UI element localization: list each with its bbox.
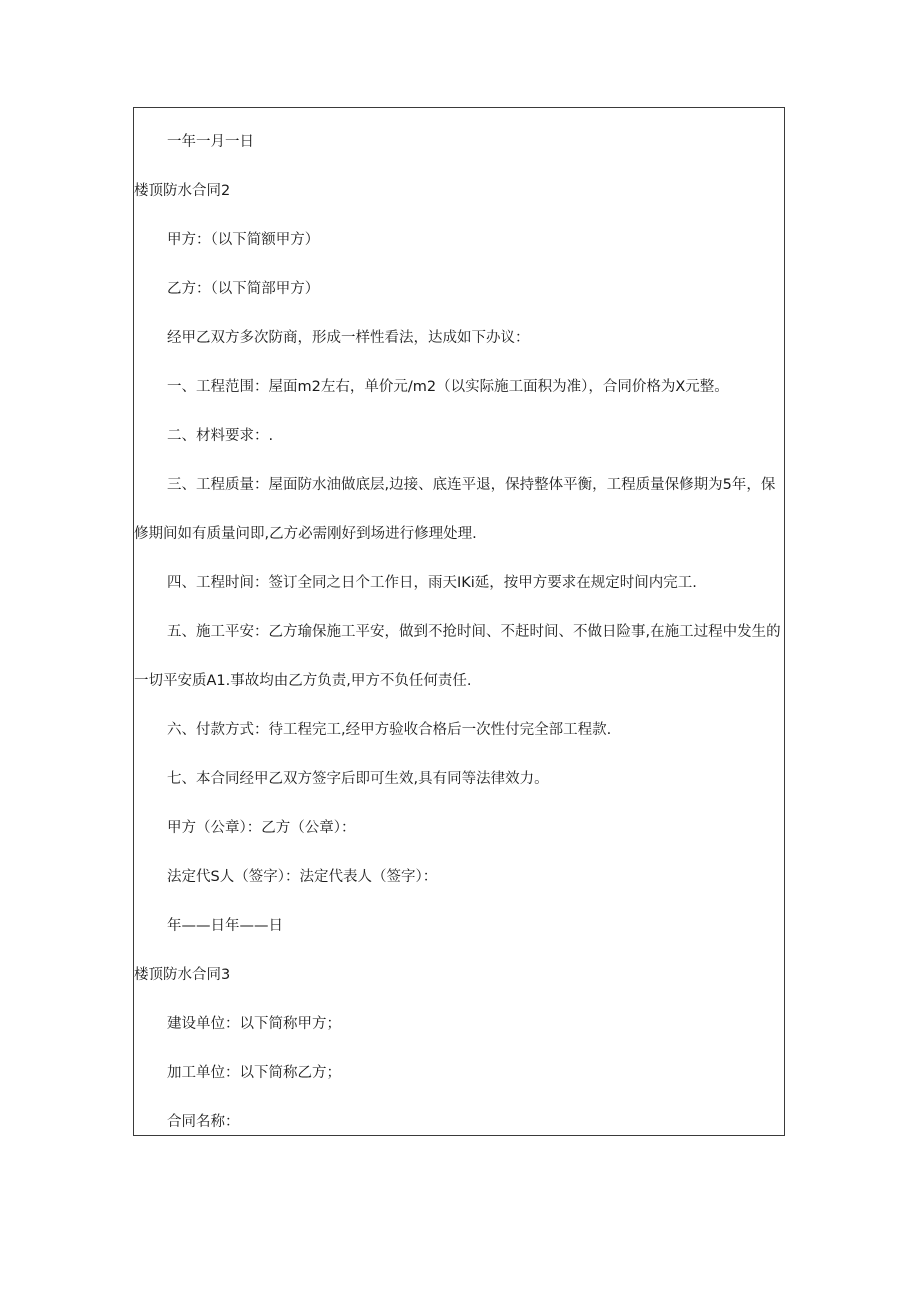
clause-4-schedule: 四、工程时间：签订全同之日个工作日，雨天IKi延，按甲方要求在规定时间内完工. [167,575,697,591]
clause-5-safety-continued: 一切平安质A1.事故均由乙方负责,甲方不负任何责任. [134,673,472,689]
clause-1-scope: 一、工程范围：屋面m2左右，单价元/m2（以实际施工面积为准），合同价格为X元整。 [167,379,729,395]
section-heading-contract-3: 楼顶防水合同3 [134,967,231,983]
clause-3-quality: 三、工程质量：屋面防水油做底层,边接、底连平退，保持整体平衡，工程质量保修期为5年，保 [167,477,776,493]
party-b-line: 乙方：（以下简部甲方） [167,281,320,297]
processing-unit-line: 加工单位：以下简称乙方； [167,1065,341,1081]
party-a-line: 甲方：（以下简额甲方） [167,232,320,248]
preamble-line: 经甲乙双方多次防商，形成一样性看法，达成如下办议： [167,330,530,346]
contract-name-line: 合同名称： [167,1114,240,1130]
document-frame [133,107,785,1136]
clause-3-quality-continued: 修期间如有质量问即,乙方必需刚好到场进行修理处理. [134,526,477,542]
construction-unit-line: 建设单位：以下简称甲方； [167,1016,341,1032]
clause-7-effect: 七、本合同经甲乙双方签字后即可生效,具有同等法律效力。 [167,771,549,787]
signature-date-line: 年——日年——日 [167,918,283,934]
signature-line: 法定代S人（签字）：法定代表人（签字）： [167,869,438,885]
date-line: 一年一月一日 [167,134,254,150]
section-heading-contract-2: 楼顶防水合同2 [134,183,231,199]
clause-6-payment: 六、付款方式：待工程完工,经甲方验收合格后一次性付完全部工程款. [167,722,612,738]
clause-5-safety: 五、施工平安：乙方瑜保施工平安，做到不抢时间、不赶时间、不做日险事,在施工过程中发生的 [167,624,781,640]
clause-2-materials: 二、材料要求：. [167,428,274,444]
seal-line: 甲方（公章）：乙方（公章）： [167,820,356,836]
